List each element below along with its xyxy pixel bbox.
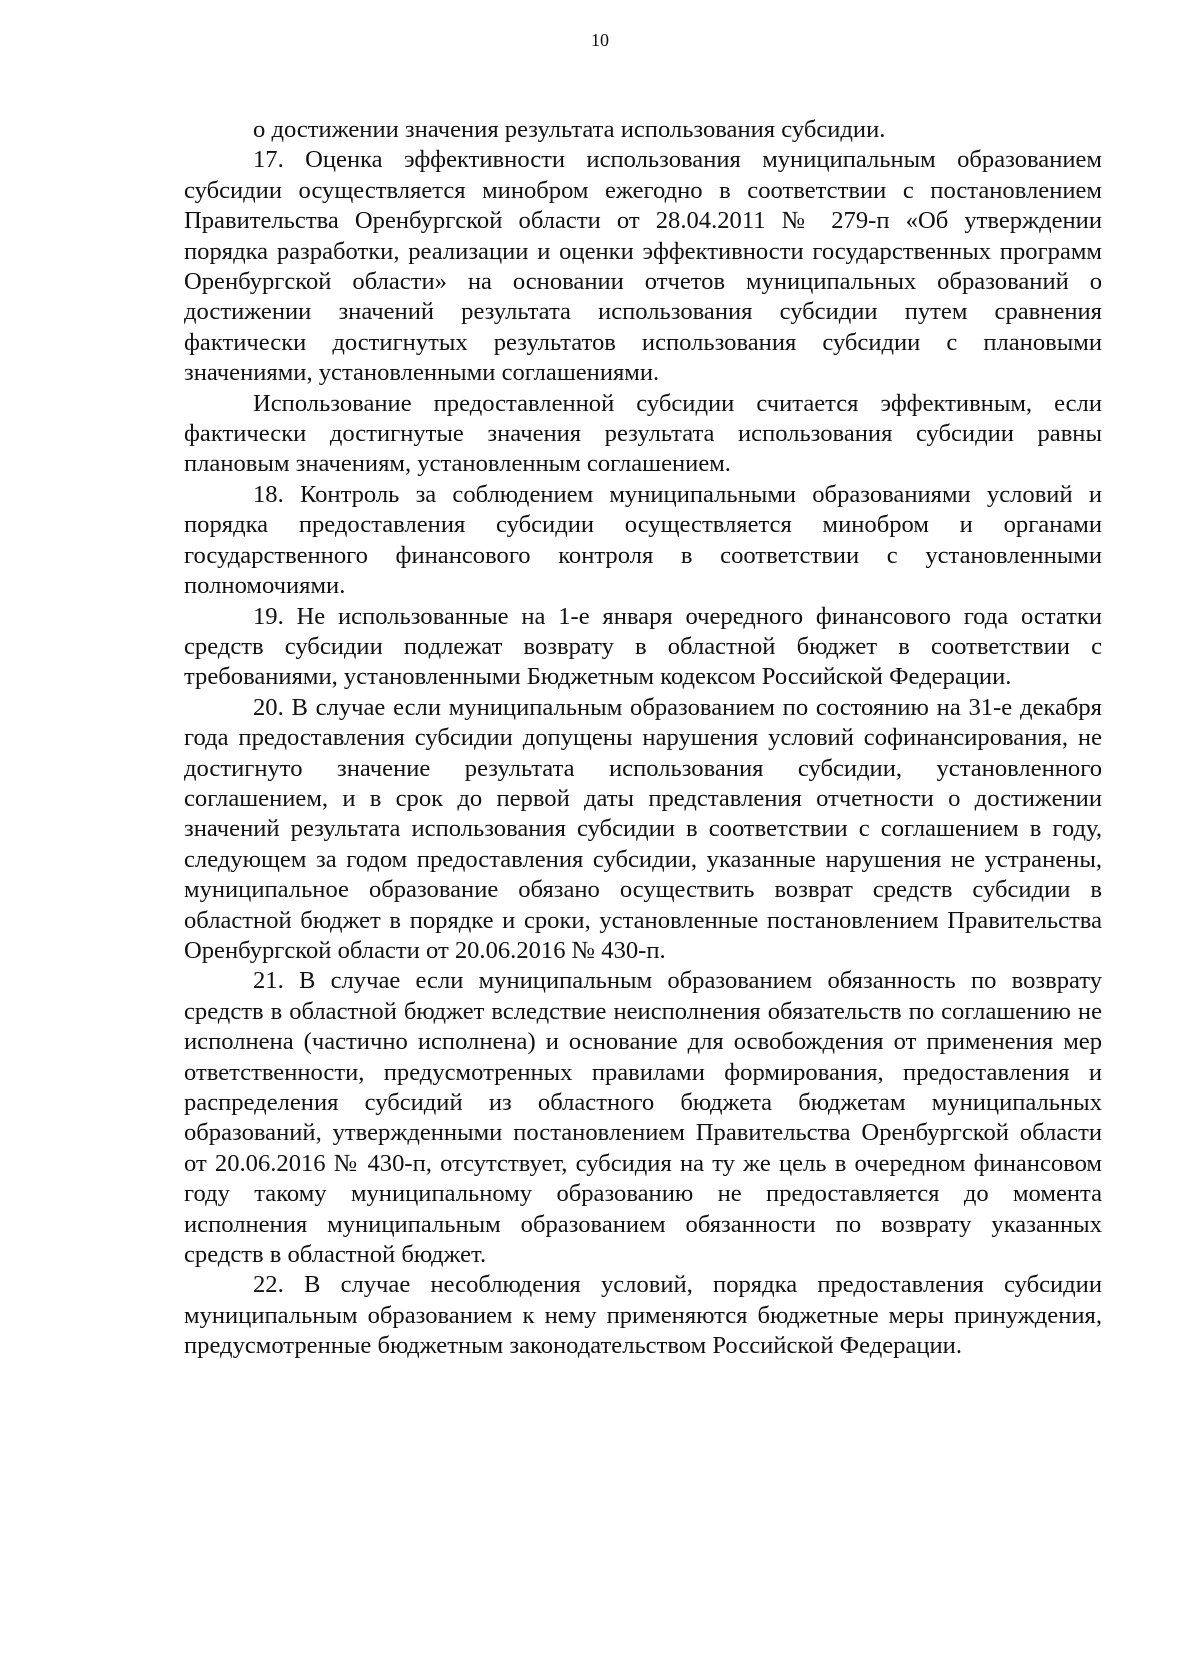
- page-number: 10: [591, 30, 609, 50]
- paragraph-continuation: о достижении значения результата использования субсидии.: [253, 116, 886, 143]
- paragraph-item-21: 21. В случае если муниципальным образованием обязанность по возврату средств в областной бюджет вследствие неисполнения обязательств по соглашению не исполнена (частично исполнена) и основание для освобождения от применения мер ответственности, предусмотренных правилами формирования, предоставления и распределения субсидий из областного бюджета бюджетам муниципальных образований, утвержденными постановлением Правительства Оренбургской области от 20.06.2016 № 430-п, отсутствует, субсидия на ту же цель в очередном финансовом году такому муниципальному образованию не предоставляется до момента исполнения муниципальным образованием обязанности по возврату указанных средств в областной бюджет.: [184, 967, 1102, 1269]
- paragraph-item-17-efficiency: Использование предоставленной субсидии считается эффективным, если фактически достигнутые значения результата использования субсидии равны плановым значениям, установленным соглашением.: [184, 389, 1102, 478]
- document-body: [184, 115, 1102, 1362]
- paragraph-item-18: 18. Контроль за соблюдением муниципальными образованиями условий и порядка предоставления субсидии осуществляется минобром и органами государственного финансового контроля в соответствии с установленными полномочиями.: [184, 480, 1102, 600]
- paragraph-item-19: 19. Не использованные на 1-е января очередного финансового года остатки средств субсидии подлежат возврату в областной бюджет в соответствии с требованиями, установленными Бюджетным кодексом Российской Федерации.: [184, 602, 1102, 691]
- paragraph-item-17: 17. Оценка эффективности использования муниципальным образованием субсидии осуществляется минобром ежегодно в соответствии с постановлением Правительства Оренбургской области от 28.04.2011 № 279-п «Об утверждении порядка разработки, реализации и оценки эффективности государственных программ Оренбургской области» на основании отчетов муниципальных образований о достижении значений результата использования субсидии путем сравнения фактически достигнутых результатов использования субсидии с плановыми значениями, установленными соглашениями.: [184, 146, 1102, 387]
- paragraph-item-22: 22. В случае несоблюдения условий, порядка предоставления субсидии муниципальным образованием к нему применяются бюджетные меры принуждения, предусмотренные бюджетным законодательством Российской Федерации.: [184, 1271, 1102, 1360]
- paragraph-item-20: 20. В случае если муниципальным образованием по состоянию на 31-е декабря года предоставления субсидии допущены нарушения условий софинансирования, не достигнуто значение результата использования субсидии, установленного соглашением, и в срок до первой даты представления отчетности о достижении значений результата использования субсидии в соответствии с соглашением в году, следующем за годом предоставления субсидии, указанные нарушения не устранены, муниципальное образование обязано осуществить возврат средств субсидии в областной бюджет в порядке и сроки, установленные постановлением Правительства Оренбургской области от 20.06.2016 № 430-п.: [184, 693, 1102, 964]
